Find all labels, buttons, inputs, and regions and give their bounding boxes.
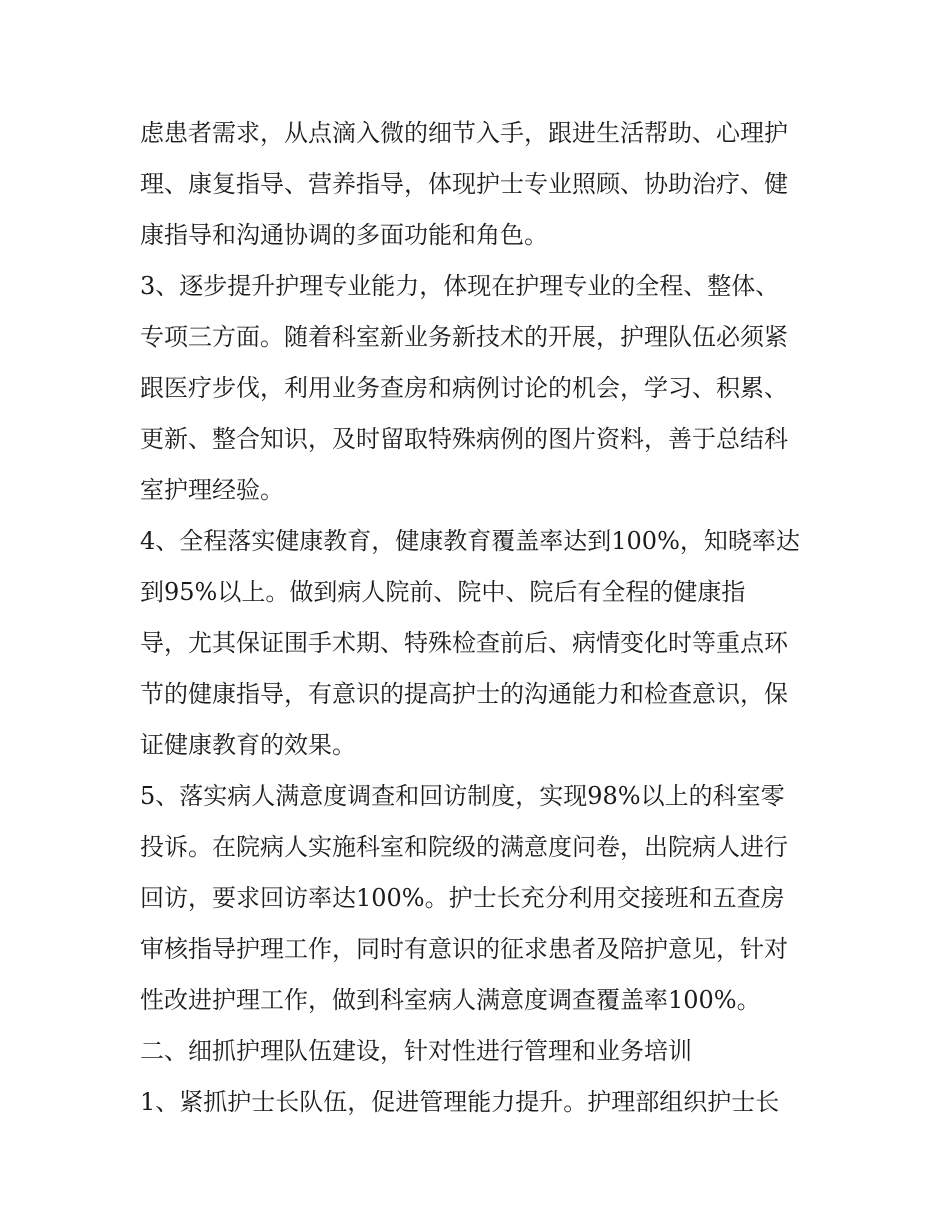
text-line: 5、落实病人满意度调查和回访制度，实现98%以上的科室零 [140, 782, 785, 810]
text-line: 跟医疗步伐，利用业务查房和病例讨论的机会，学习、积累、 [140, 374, 788, 402]
text-line: 专项三方面。随着科室新业务新技术的开展，护理队伍必须紧 [140, 323, 788, 351]
text-line: 回访，要求回访率达100%。护士长充分利用交接班和五查房 [140, 884, 785, 912]
text-line: 审核指导护理工作，同时有意识的征求患者及陪护意见，针对 [140, 935, 788, 963]
document-body [140, 108, 812, 1128]
text-line: 到95%以上。做到病人院前、院中、院后有全程的健康指 [140, 578, 746, 606]
text-line: 更新、整合知识，及时留取特殊病例的图片资料，善于总结科 [140, 425, 788, 453]
text-line: 性改进护理工作，做到科室病人满意度调查覆盖率100%。 [140, 986, 761, 1014]
text-line: 室护理经验。 [140, 476, 284, 504]
text-line: 投诉。在院病人实施科室和院级的满意度问卷，出院病人进行 [140, 833, 788, 861]
text-line: 康指导和沟通协调的多面功能和角色。 [140, 221, 548, 249]
text-line: 节的健康指导，有意识的提高护士的沟通能力和检查意识，保 [140, 680, 788, 708]
text-line: 证健康教育的效果。 [140, 731, 356, 759]
text-line: 虑患者需求，从点滴入微的细节入手，跟进生活帮助、心理护 [140, 119, 788, 147]
text-line: 1、紧抓护士长队伍，促进管理能力提升。护理部组织护士长 [140, 1088, 780, 1116]
text-line: 导，尤其保证围手术期、特殊检查前后、病情变化时等重点环 [140, 629, 788, 657]
text-line: 4、全程落实健康教育，健康教育覆盖率达到100%，知晓率达 [140, 527, 800, 555]
text-line: 理、康复指导、营养指导，体现护士专业照顾、协助治疗、健 [140, 170, 788, 198]
text-line: 3、逐步提升护理专业能力，体现在护理专业的全程、整体、 [140, 272, 780, 300]
section-heading: 二、细抓护理队伍建设，针对性进行管理和业务培训 [140, 1037, 692, 1065]
